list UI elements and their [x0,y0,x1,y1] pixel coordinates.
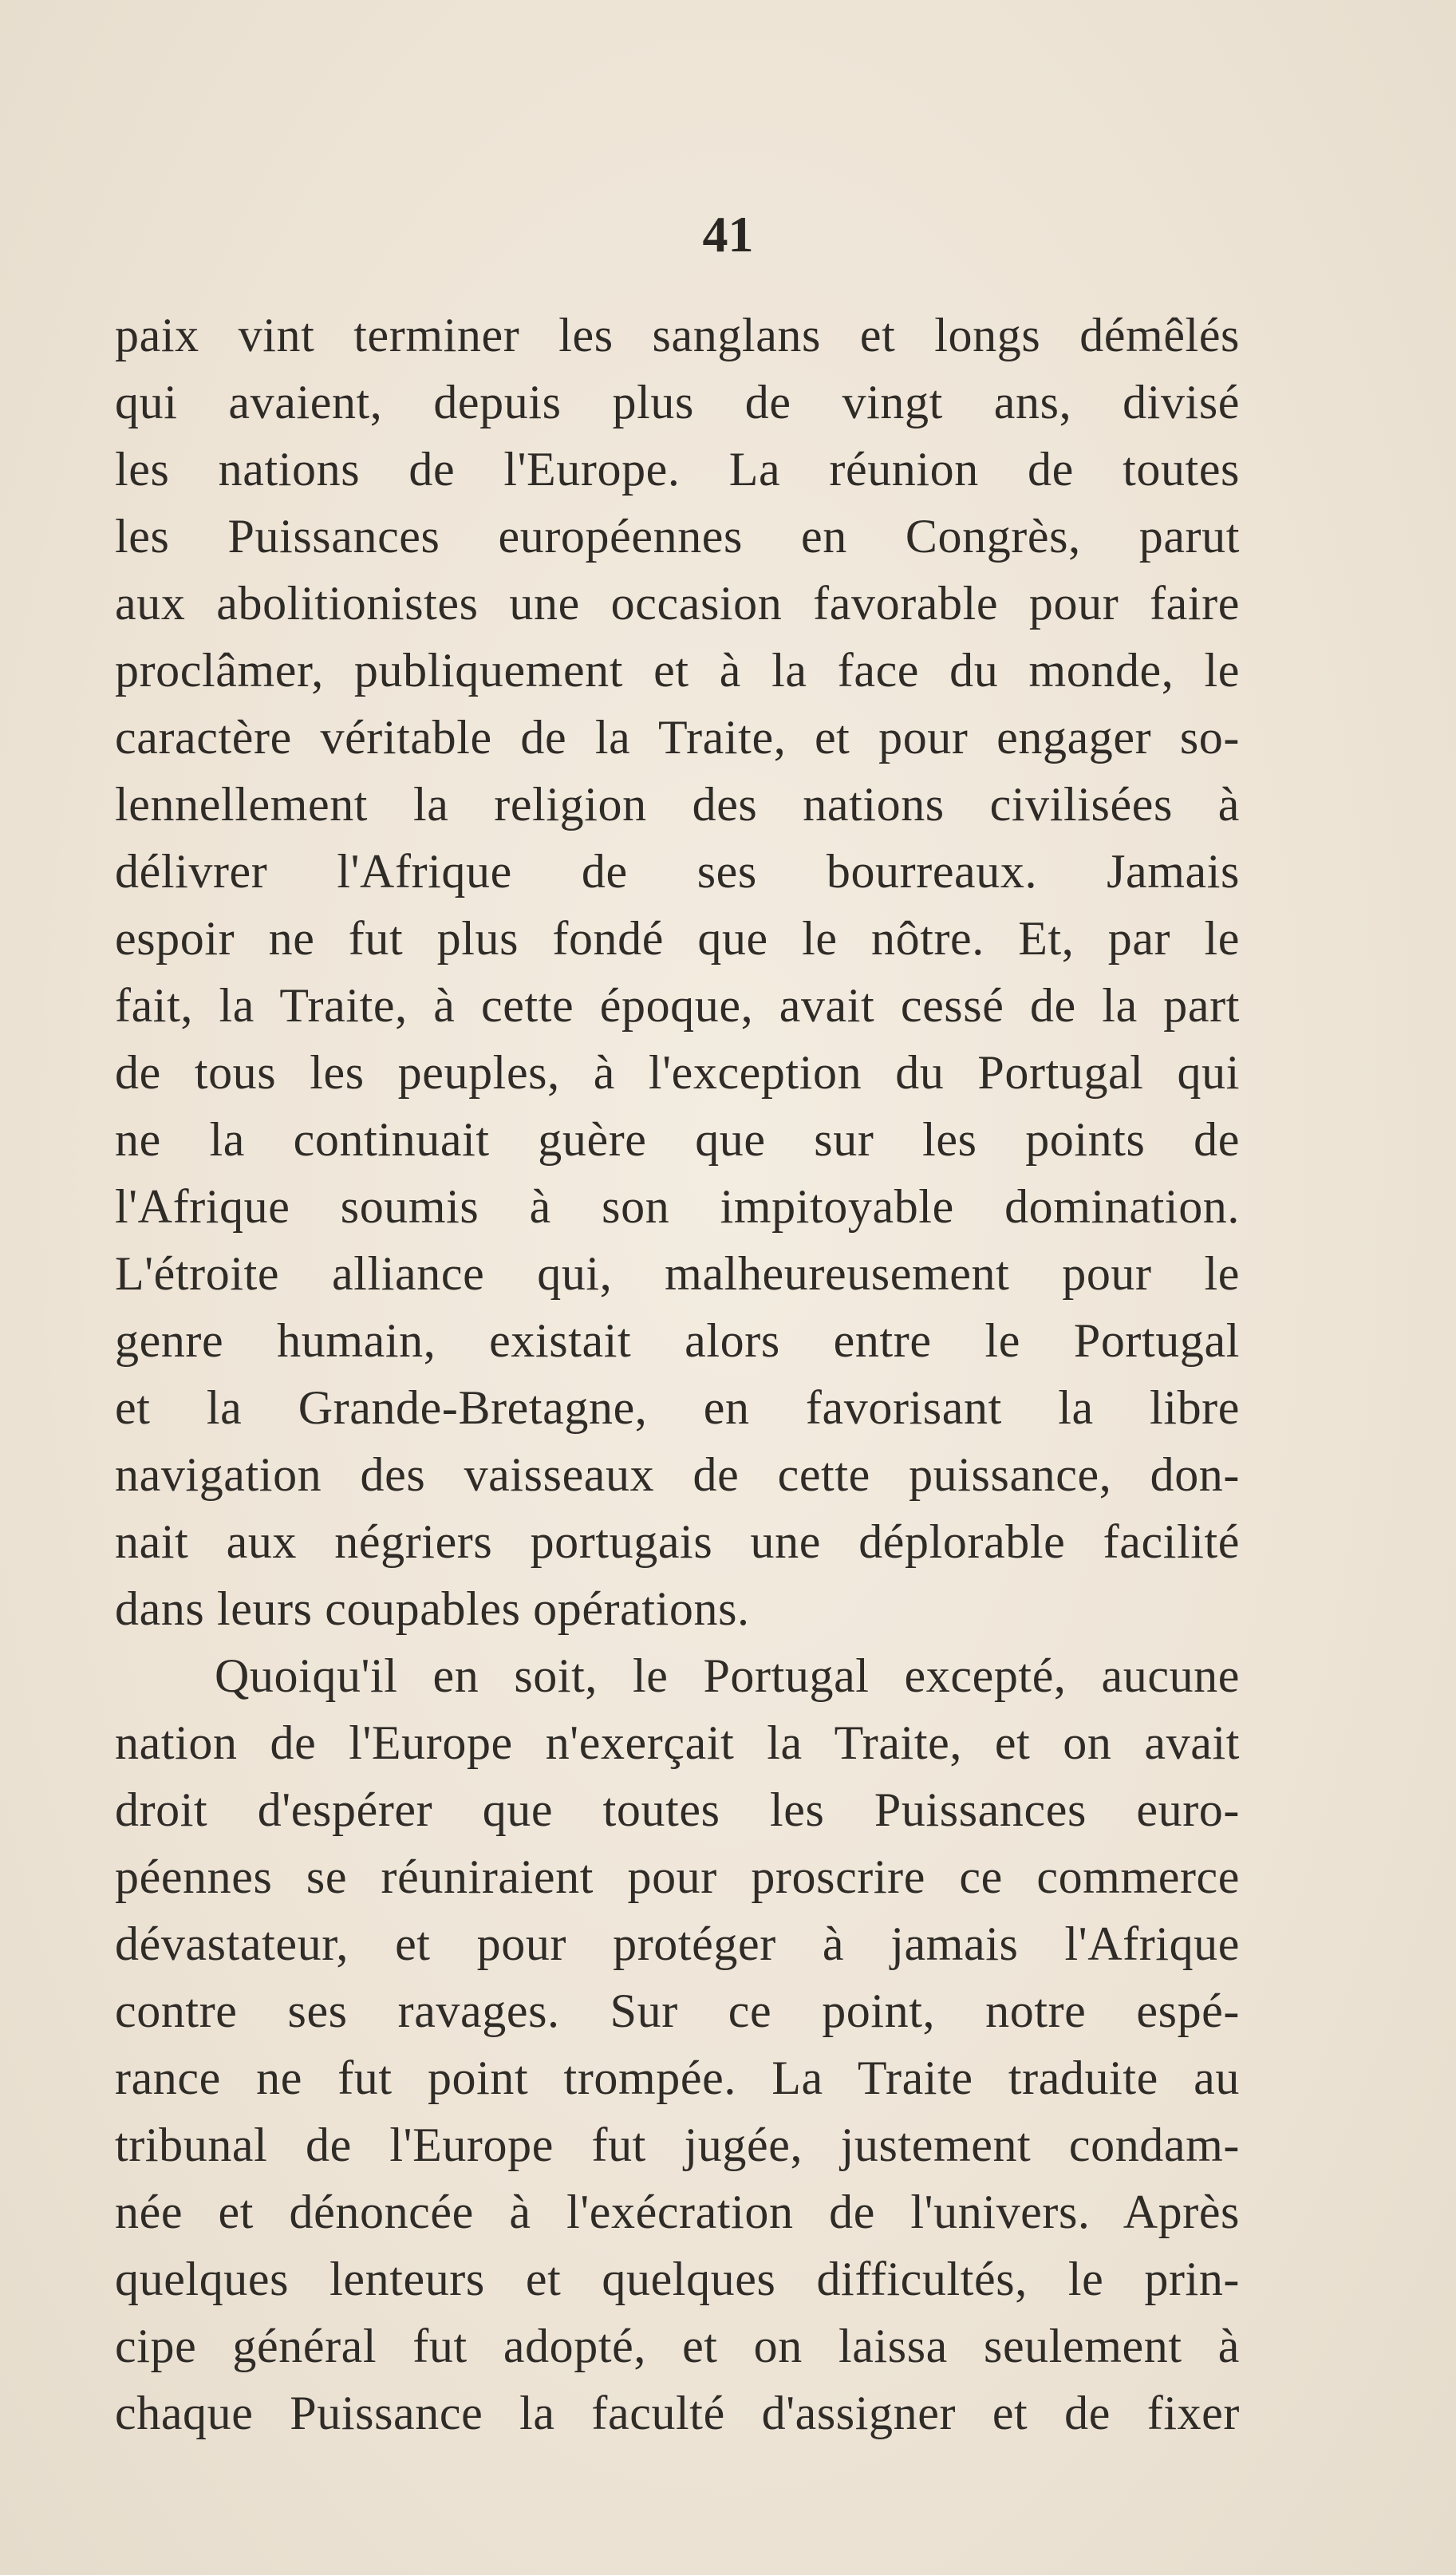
text-line: l'Afrique soumis à son impitoyable domination. [115,1180,1240,1233]
text-line: contre ses ravages. Sur ce point, notre espé- [115,1985,1240,2037]
text-line: les Puissances européennes en Congrès, parut [115,510,1240,563]
text-line: nation de l'Europe n'exerçait la Traite, et on avait [115,1716,1240,1769]
text-line: proclâmer, publiquement et à la face du monde, le [115,644,1240,697]
text-line: dans leurs coupables opérations. [115,1582,750,1635]
text-line: nait aux négriers portugais une déplorable facilité [115,1515,1240,1568]
text-line: espoir ne fut plus fondé que le nôtre. Et, par le [115,912,1240,965]
text-line: ne la continuait guère que sur les points de [115,1113,1240,1166]
text-line: née et dénoncée à l'exécration de l'univers. Après [115,2186,1240,2238]
text-line: et la Grande-Bretagne, en favorisant la libre [115,1381,1240,1434]
text-line: L'étroite alliance qui, malheureusement pour le [115,1247,1240,1300]
text-line: qui avaient, depuis plus de vingt ans, divisé [115,376,1240,429]
text-line: navigation des vaisseaux de cette puissance, don- [115,1448,1240,1501]
text-line: quelques lenteurs et quelques difficultés, le prin- [115,2253,1240,2305]
text-line: aux abolitionistes une occasion favorable pour faire [115,577,1240,630]
page-number: 41 [702,206,754,263]
text-line: lennellement la religion des nations civilisées à [115,778,1240,831]
text-line: chaque Puissance la faculté d'assigner et de fixer [115,2387,1240,2439]
text-line: genre humain, existait alors entre le Portugal [115,1314,1240,1367]
text-line: délivrer l'Afrique de ses bourreaux. Jamais [115,845,1240,898]
text-line: les nations de l'Europe. La réunion de toutes [115,443,1240,496]
text-line: paix vint terminer les sanglans et longs démêlés [115,309,1240,361]
text-line: de tous les peuples, à l'exception du Portugal qui [115,1046,1240,1099]
text-line: cipe général fut adopté, et on laissa seulement à [115,2320,1240,2372]
text-line: dévastateur, et pour protéger à jamais l'Afrique [115,1917,1240,1970]
text-line: droit d'espérer que toutes les Puissances euro- [115,1783,1240,1836]
text-line: rance ne fut point trompée. La Traite traduite au [115,2052,1240,2104]
text-line: Quoiqu'il en soit, le Portugal excepté, aucune [215,1649,1240,1702]
text-line: péennes se réuniraient pour proscrire ce commerce [115,1850,1240,1903]
text-line: caractère véritable de la Traite, et pour engager so- [115,711,1240,764]
text-line: fait, la Traite, à cette époque, avait cessé de la part [115,979,1240,1032]
text-line: tribunal de l'Europe fut jugée, justement condam- [115,2119,1240,2171]
